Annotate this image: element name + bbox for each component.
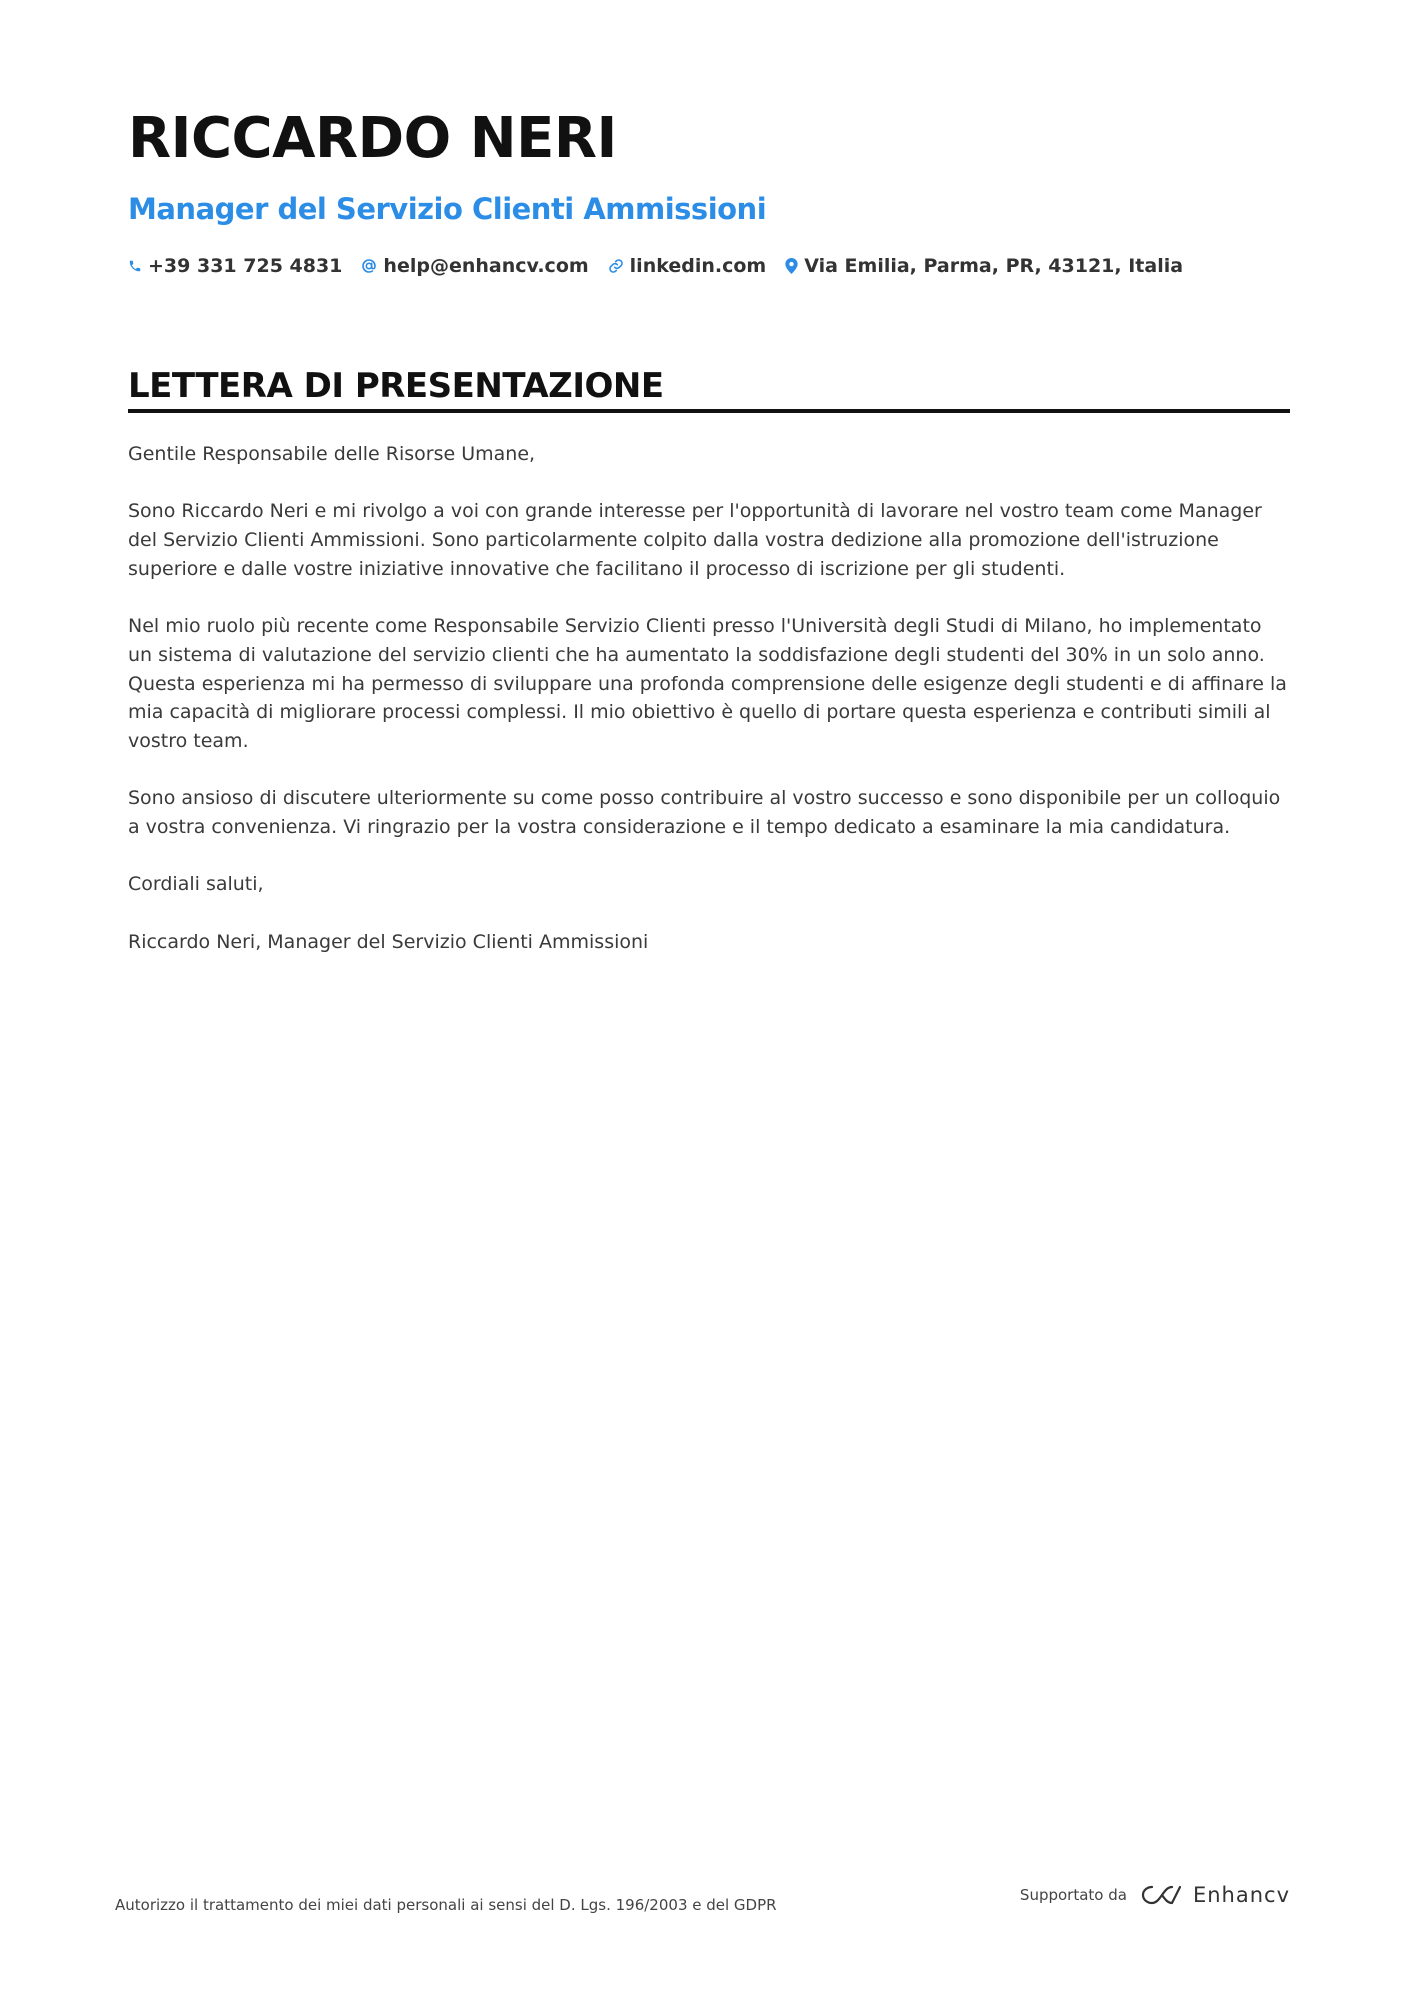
letter-signature: Riccardo Neri, Manager del Servizio Clienti Ammissioni [128, 930, 649, 953]
letter-paragraph: Sono Riccardo Neri e mi rivolgo a voi con grande interesse per l'opportunità di lavorare nel vostro team come Manager del Servizio Clienti Ammissioni. Sono particolarmente colpito dalla vostra dedizione alla promozione dell'istruzione superiore e dalle vostre iniziative innovative che facilitano il processo di iscrizione per gli studenti. [128, 500, 1262, 580]
privacy-consent: Autorizzo il trattamento dei miei dati personali ai sensi del D. Lgs. 196/2003 e del GDPR [115, 1896, 777, 1914]
letter-body [128, 440, 1290, 985]
letter-salutation: Gentile Responsabile delle Risorse Umane, [128, 443, 536, 465]
link-icon [608, 258, 624, 274]
contact-address-text: Via Emilia, Parma, PR, 43121, Italia [804, 255, 1184, 277]
contact-bar [128, 255, 1202, 277]
at-icon [361, 258, 377, 274]
contact-phone [128, 255, 342, 277]
section-divider [128, 409, 1290, 413]
letter-paragraph: Sono ansioso di discutere ulteriormente su come posso contribuire al vostro successo e sono disponibile per un colloquio a vostra convenienza. Vi ringrazio per la vostra considerazione e il tempo dedicato a esaminare la mia candidatura. [128, 787, 1281, 839]
candidate-name: RICCARDO NERI [128, 106, 617, 171]
contact-address [785, 255, 1183, 277]
letter-closing: Cordiali saluti, [128, 873, 264, 896]
letter-paragraph: Nel mio ruolo più recente come Responsabile Servizio Clienti presso l'Università degli Studi di Milano, ho implementato un sistema di valutazione del servizio clienti che ha aumentato la soddisfazione degli studenti del 30% in un solo anno. Questa esperienza mi ha permesso di sviluppare una profonda comprensione delle esigenze degli studenti e di affinare la mia capacità di migliorare processi complessi. Il mio obiettivo è quello di portare questa esperienza e contributi simili al vostro team. [128, 615, 1287, 752]
candidate-job-title: Manager del Servizio Clienti Ammissioni [128, 192, 767, 226]
phone-icon [128, 259, 142, 273]
location-pin-icon [785, 258, 798, 274]
contact-email-text[interactable]: help@enhancv.com [383, 255, 589, 277]
powered-by[interactable] [1020, 1883, 1290, 1907]
contact-email[interactable] [361, 255, 588, 277]
contact-phone-text: +39 331 725 4831 [148, 255, 343, 277]
section-title: LETTERA DI PRESENTAZIONE [128, 366, 664, 406]
contact-linkedin-text[interactable]: linkedin.com [629, 255, 767, 277]
powered-by-label: Supportato da [1019, 1886, 1127, 1904]
contact-linkedin[interactable] [608, 255, 767, 277]
enhancv-brand-name: Enhancv [1192, 1883, 1290, 1907]
enhancv-logo-icon [1139, 1883, 1185, 1907]
